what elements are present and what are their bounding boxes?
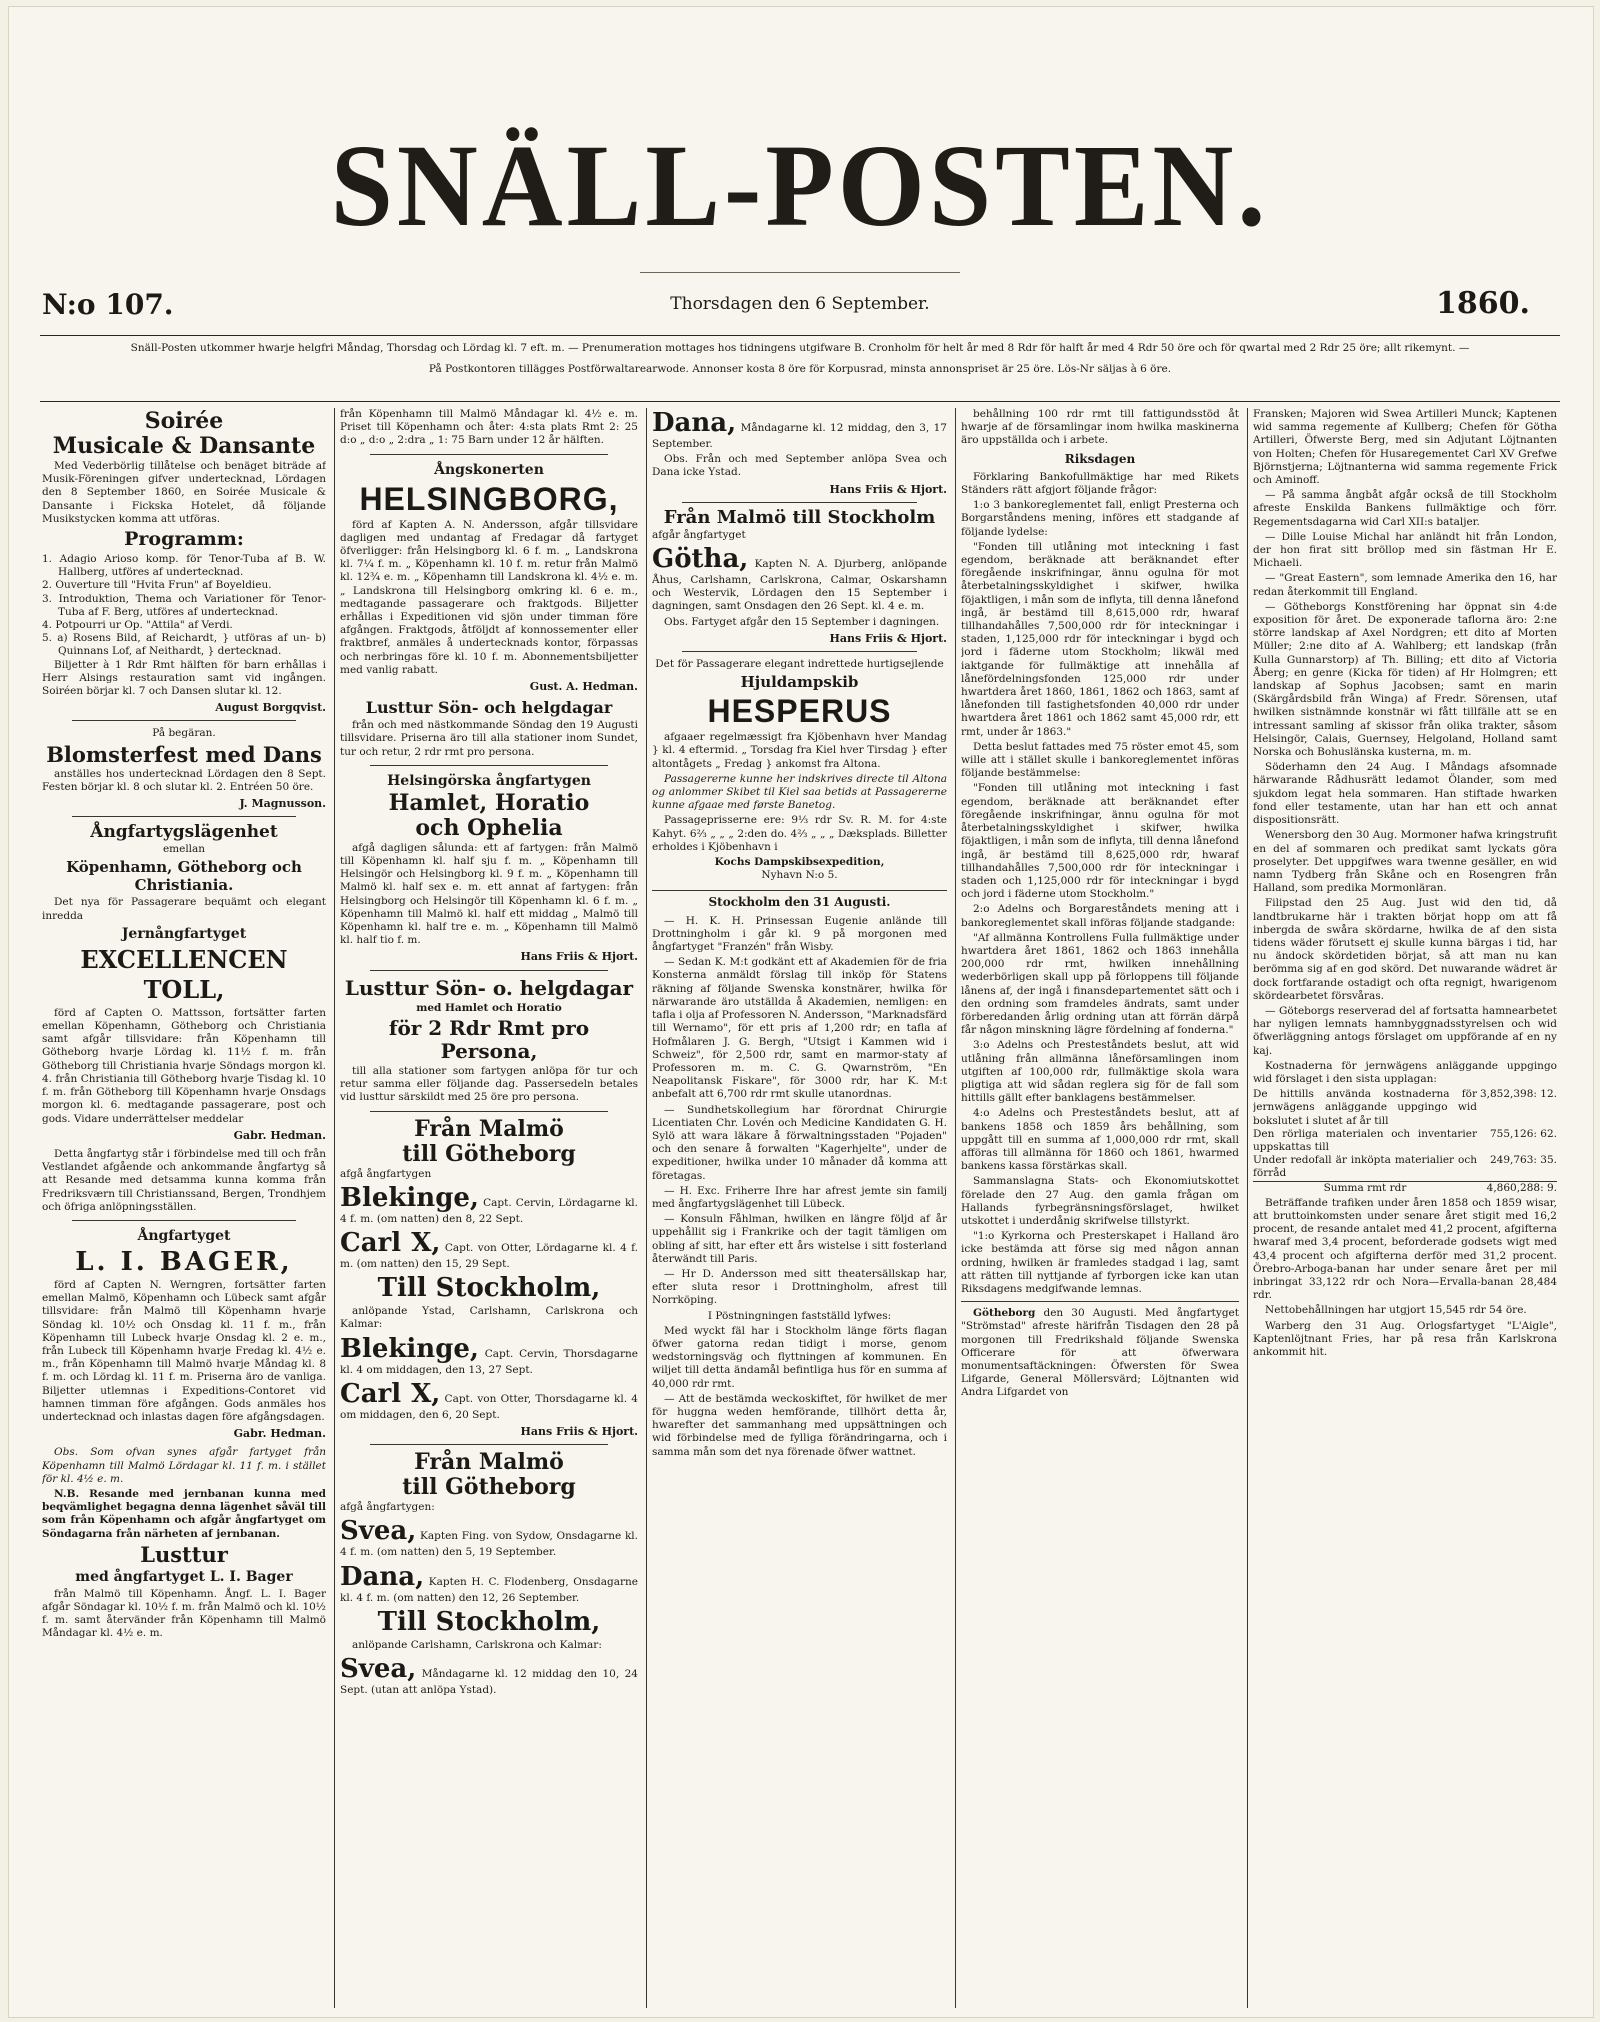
helsingborg-signature: Gust. A. Hedman. [529, 680, 638, 694]
soiree-footer: Biljetter à 1 Rdr Rmt hälften för barn erhållas i Herr Alsings restauration samt vid ingången. Soiréen börjar kl. 7 och Dansen slutar kl. 12. [42, 658, 326, 698]
lusttur-title: Lusttur [140, 1541, 228, 1567]
divider [370, 765, 608, 766]
col4-intro: behållning 100 rdr rmt till fattigundsstöd åt hwarje af de församlingar inom hwilka maskinerna äro uppställda och i arbete. [961, 408, 1239, 447]
col5-text: — Dille Louise Michal har anländt hit från London, der hon firat sitt bröllop med sin fästman Hr E. Michaeli. [1253, 530, 1557, 570]
riksdagen-text: Detta beslut fattades med 75 röster emot 45, som wille att i stället skulle i bankoreglementet införas följande bestämmelse: [961, 740, 1239, 780]
gotheborg-dateline: Götheborg [973, 1307, 1036, 1320]
column-rule-2 [646, 408, 647, 2008]
cost-label: De hittills använda kostnaderna för jernwägens anläggande uppgingo wid bokslutet i slutet af år till [1253, 1088, 1477, 1127]
issue-number: N:o 107. [42, 288, 174, 321]
hesperus-signature: Kochs Dampskibsexpedition, [714, 856, 885, 869]
hamlet-subtitle: och Ophelia [415, 814, 563, 841]
lusttur3-title: Lusttur Sön- o. helgdagar [344, 975, 634, 1000]
masthead-rule [640, 272, 960, 273]
helsingborg-text: förd af Kapten A. N. Andersson, afgår tillsvidare dagligen med undantag af Fredagar då fartyget öfverligger: från Helsingborg kl. 6 f. m. „ Landskrona kl. 7¼ f. m. „ Köpenhamn kl. 10 f. m. retur från Malmö kl. 12¾ e. m. „ Köpenhamn till Landskrona kl. 4½ e. m. „ Landskrona till Helsingborg omkring kl. 6 e. m., medtagande passagerare och fraktgods. Biljetter erhållas i Expeditionen vid sjön under timman före afgången. Fraktgods, åtföljdt af konnossementer eller fraktbref, anmäles å undertecknads kontor, förpassas och nerbringas före kl. 10 f. m. Abonnementsbiljetter med vanlig rabatt. [340, 518, 638, 676]
hamlet-title: Hamlet, Horatio [388, 789, 590, 816]
gotheborg2-pretext: afgå ångfartygen: [340, 1501, 435, 1514]
toll-pretitle: Jernångfartyget [121, 925, 247, 942]
helsingborg-pretitle: Ångskonerten [434, 461, 544, 478]
lusttur3-text: till alla stationer som fartygen anlöpa för tur och retur samma eller följande dag. Passersedeln betales vid lusttur särskildt med 25 öre pro persona. [340, 1064, 638, 1104]
cost-label: Summa rmt rdr [1323, 1181, 1407, 1194]
ship-dana-text: Kapten H. C. Flodenberg, Onsdagarne kl. 4 f. m. (om natten) den 12, 26 September. [340, 1575, 638, 1604]
riksdagen-text: 2:o Adelns och Borgareståndets mening att i bankoreglementet skall införas följande stadgande: [961, 903, 1239, 929]
toll-signature: Gabr. Hedman. [233, 1128, 326, 1142]
ship-carl-x-2: Carl X, [340, 1378, 441, 1409]
news-stockholm-title: Stockholm den 31 Augusti. [708, 895, 891, 910]
divider [370, 1111, 608, 1112]
column-3 [652, 408, 947, 2008]
cost-label: Den rörliga materialen och inventarier uppskattas till [1253, 1127, 1477, 1153]
col5-text: Fransken; Majoren wid Swea Artilleri Munck; Kaptenen wid samma regemente af Kullberg; Chefen för Götha Artilleri, Öfwerste Berg, med sin Adjutant Löjtnanten von Holten; Chefen för Husaregementet Carl XV Grefwe Björnstjerna; Löjtnanterna wid samma regemente Frick och Aminoff. [1253, 408, 1557, 487]
riksdagen-text: "Fonden till utlåning mot inteckning i fast egendom, beräknade att beräknandet efter föregående inskrifningar, ännu ogulna för mot återbetalningsskyldighet i skifwer, hwilka föjaktligen, i mån som de inflyta, till denna lånefond ingå, är bestämd till 8,615,000 rdr, hwaraf tillhandahålles 7,500,000 rdr för inteckningar i staden, 1,125,000 rdr för inteckningar i bygd och jord i fäderne utom Stockholm; likwäl med iaktgande för fullmäktige att innehålla af lånefördelningsfonden 125,000 rdr under hwartdera året 1860, 1861, 1862 och 1863, samt af lånefonden till fastighetsfonden 40,000 rdr under hwartdera året 1861 och 1862 samt 45,000 rdr, ett rmt, under år 1863." [961, 540, 1239, 738]
riksdagen-text: 3:o Adelns och Presteståndets beslut, att wid utlåning från allmänna låneförsamlingen inom utgiften af 100,000 rdr, fullmäktige skola wara pligtiga att wid sådan reglera sig för de fall som hittills gällt efter banklagens bestämmelser. [961, 1039, 1239, 1105]
cost-value: 4,860,288: 9. [1486, 1181, 1557, 1194]
lusttur-subtitle: med ångfartyget L. I. Bager [75, 1568, 293, 1585]
riksdagen-text: Förklaring Bankofullmäktige har med Rikets Ständers rätt afgjort följande frågor: [961, 470, 1239, 497]
col5-text: — Götheborgs Konstförening har öppnat sin 4:de exposition för året. De exponerade taflorna äro: 2:ne större landskap af Axel Nordgren; ett dito af Morten Müller; 2:ne dito af A. Wahlberg; ett landskap (från Kulla Gunnarstorp) af Th. Billing; ett dito af Victoria Åberg; en genre (Kicka för tiden) af Hr Holmgren; ett landskap af Sophus Jacobsen; samt en marin (Skärgårdsbild från Winga) af Fredr. Sörensen, utaf hwilken sistnämnde konstnär wi fått tillfälle att se en intressant samling af skissor från olika trakter, såsom Helsingör, Calais, Guernsey, Helgoland, Holland samt Norska och Bohuslänska kusterna, m. m. [1253, 600, 1557, 759]
column-rule-3 [955, 408, 956, 2008]
col5-text: — "Great Eastern", som lemnade Amerika den 16, har redan återkommit till England. [1253, 572, 1557, 598]
column-2 [340, 408, 638, 2008]
cost-row [1253, 1154, 1557, 1181]
gotha-signature: Hans Friis & Hjort. [829, 631, 947, 645]
bager-text: förd af Capten N. Werngren, fortsätter farten emellan Malmö, Köpenhamn och Lübeck samt afgår tillsvidare: från Malmö till Köpenhamn hvarje Söndag kl. 10½ och Onsdag kl. 11 f. m., från Köpenhamn till Lubeck hvarje Onsdag kl. 2 e. m., från Lubeck till Köpenhamn hvarje Fredag kl. 4½ e. m., från Köpenhamn till Malmö hvarje Måndag kl. 8 f. m. och Lördag kl. 11 f. m. Priserna äro de vanliga. Biljetter utlemnas i Expeditions-Contoret vid hamnen timman före afgången. Gods anmäles hos undertecknad och inlastas dagen före afgångsdagen. [42, 1278, 326, 1423]
divider [72, 1220, 296, 1221]
hamlet-signature: Hans Friis & Hjort. [520, 950, 638, 964]
stockholm-text: anlöpande Ystad, Carlshamn, Carlskrona och Kalmar: [340, 1305, 638, 1331]
hesperus-intro: Det för Passagerare elegant indrettede hurtigsejlende [655, 658, 944, 671]
news-item: — Sedan K. M:t godkänt ett af Akademien för de fria Konsterna anmäldt förslag till inköp för Statens räkning af följande Swenska konstnärer, hwilka för närwarande äro utställda å Akademien, nemligen: en tafla i olja af Professoren N. Andersson, "Marknadsfärd till Wernamo", för ett pris af 1,200 rdr; en tafla af Hofmålaren J. G. Bergh, "Utsigt i Kammen wid i Schweiz", för 2,500 rdr, samt en marmor-staty af Professoren m. m. C. G. Qwarnström, "En Neapolitansk Fiskare", för 3000 rdr, har K. M:t anbefalt att 6,700 rdr rmt skulle utanordnas. [652, 956, 947, 1101]
col5-text: Wenersborg den 30 Aug. Mormoner hafwa kringstrufit en del af sommaren och predikat samt lyckats göra proselyter. Det uppgifwes wara twenne gesäller, en wid namn Tydberg från Skåne och en Rosengren från Halland, som predika Mormonläran. [1253, 829, 1557, 895]
soiree-subtitle: Musicale & Dansante [52, 433, 316, 459]
toll-footer: Detta ångfartyg står i förbindelse med till och från Vestlandet afgående och ankommande ångfartyg så att Resande med detsamma kunna komma från Fredriksværn till Christianssand, Bergen, Trondhjem och öfriga anlöpningsställen. [42, 1147, 326, 1213]
hesperus-title: HESPERUS [707, 693, 892, 730]
gotheborg-signature: Hans Friis & Hjort. [520, 1424, 638, 1438]
lusttur3-subtitle: med Hamlet och Horatio [416, 1001, 562, 1014]
stockholm-title: Till Stockholm, [377, 1273, 601, 1304]
soiree-title: Soirée [144, 408, 224, 434]
news-item: I Pöstningningen fastställd lyfwes: [707, 1309, 892, 1322]
gotheborg-news: den 30 Augusti. Med ångfartyget "Strömstad" afreste härifrån Tisdagen den 28 på morgonen till Fredrikshald följande Swenska Officerare för att öfwerwara monumentsaftäckningen: Öfwersten för Swea Lifgarde, General Möllersvärd; Löjtnanten wid Andra Lifgardet von [961, 1307, 1239, 1399]
gotheborg2-title1: Från Malmö [414, 1449, 564, 1476]
column-4 [961, 408, 1239, 2008]
divider [370, 970, 608, 971]
divider [370, 454, 608, 455]
blomster-title: Blomsterfest med Dans [46, 741, 322, 767]
soiree-signature: August Borgqvist. [215, 701, 326, 715]
col5-text: — Göteborgs reserverad del af fortsatta hamnearbetet har nyligen lemnats hamnbyggnadsstyrelsen och wid öfwerläggning antogs förslaget om uppförande af en ny kaj. [1253, 1004, 1557, 1057]
col5-text: — På samma ångbåt afgår också de till Stockholm afreste Enskilda Bankens fullmäktige och förr. Regementsdagarna wid Carl XII:s bataljer. [1253, 489, 1557, 528]
divider [682, 651, 917, 652]
cost-value: 249,763: 35. [1490, 1154, 1557, 1167]
lusttur2-title: Lusttur Sön- och helgdagar [365, 698, 613, 718]
ship-blekinge: Blekinge, [340, 1182, 479, 1213]
cost-label: Under redofall är inköpta materialier och förråd [1253, 1154, 1477, 1180]
stockholm2-text: anlöpande Carlshamn, Carlskrona och Kalmar: [352, 1638, 602, 1651]
ship-carl-x-2-text: Capt. von Otter, Thorsdagarne kl. 4 om middagen, den 6, 20 Sept. [340, 1392, 638, 1421]
col5-after-table2: Nettobehållningen har utgjort 15,545 rdr 54 öre. [1265, 1304, 1527, 1317]
blomster-text: anställes hos undertecknad Lördagen den 8 Sept. Festen börjar kl. 8 och slutar kl. 2. Entréen 50 öre. [42, 767, 326, 793]
dana-signature: Hans Friis & Hjort. [829, 482, 947, 496]
ship-svea: Svea, [340, 1516, 417, 1547]
table-intro: Kostnaderna för jernwägens anläggande uppgingo wid förslaget i den sista upplagan: [1253, 1059, 1557, 1085]
divider [72, 720, 296, 721]
gotheborg-title1: Från Malmö [414, 1115, 564, 1142]
riksdagen-text: 1:o 3 bankoreglementet fall, enligt Presterna och Borgarståndens mening, införes ett stadgande af följande lydelse: [961, 499, 1239, 538]
issue-date: Thorsdagen den 6 September. [670, 294, 930, 314]
col5-text: Warberg den 31 Aug. Orlogsfartyget "L'Aigle", Kaptenlöjtnant Fries, har på resa från Karlskrona ankommit hit. [1253, 1319, 1557, 1359]
programme-item: 5. a) Rosens Bild, af Reichardt, } utföras af un- b) Quinnans Lof, af Neithardt, } dertecknad. [42, 632, 326, 658]
subscription-notice-line1: Snäll-Posten utkommer hwarje helgfri Måndag, Thorsdag och Lördag kl. 7 eft. m. — Prenumeration mottages hos tidningens utgifware B. Cronholm för helt år med 8 Rdr för halft år med 4 Rdr 50 öre och för qwartal med 2 Rdr 25 öre; allt rikemynt. — [130, 342, 1470, 354]
column-rule-1 [334, 408, 335, 2008]
masthead-title: SNÄLL-POSTEN. [330, 120, 1270, 252]
bager-pretitle: Ångfartyget [137, 1227, 231, 1244]
line-sub1: emellan [162, 843, 206, 856]
riksdagen-text: "Fonden till utlåning mot inteckning i fast egendom, beräknade att beräknandet efter föregående inskrifningar, ännu ogulna för mot återbetalningsskyldighet i skifwer, hwilka föjaktligen, i mån som de inflyta, till denna lånefond ingå, är bestämd till 8,625,000 rdr, hwaraf tillhandahålles 7,500,000 rdr för inteckningar i staden och 1,125,000 rdr för inteckningar i bygd och jord i fäderne utom Stockholm." [961, 782, 1239, 901]
programme-item: 3. Introduktion, Thema och Variationer för Tenor-Tuba af F. Berg, utföres af undertecknad. [42, 592, 326, 618]
hesperus-address: Nyhavn N:o 5. [761, 869, 838, 882]
lusttur-text: från Malmö till Köpenhamn. Ångf. L. I. Bager afgår Söndagar kl. 10½ f. m. från Malmö och kl. 10½ f. m. samt återvänder från Köpenhamn till Malmö Måndagar kl. 4½ e. m. [42, 1587, 326, 1640]
divider [72, 816, 296, 817]
riksdagen-text: "Af allmänna Kontrollens Fulla fullmäktige under hwartdera året 1861, 1862 och 1863 innehålla 200,000 rdr rmt, hwilken innehållning wederbörligen skall upp på förloppens till följande lånens af, der ingå i finansdepartementet sätt och i den ordning som framdeles ändrats, samt under förberedanden årlig ordning utan att förrän därpå får någon minskning lägre fördelning af fonderna." [961, 931, 1239, 1037]
gotheborg-pretext: afgå ångfartygen [340, 1167, 432, 1180]
gotheborg2-title2: till Götheborg [402, 1474, 576, 1501]
hesperus-pretitle: Hjuldampskib [740, 673, 859, 692]
news-item: — Konsuln Fåhlman, hwilken en längre följd af år uppehållit sig i Frankrike och der tagit tämligen om obling af sitt, har efter ett års wistelse i sitt fosterland återwändt till Paris. [652, 1213, 947, 1265]
cost-value: 3,852,398: 12. [1479, 1088, 1557, 1101]
header-rule-bottom [40, 401, 1560, 402]
toll-title: EXCELLENCEN TOLL, [80, 944, 288, 1004]
bager-signature: Gabr. Hedman. [233, 1427, 326, 1441]
cost-row [1253, 1128, 1557, 1154]
issue-year: 1860. [1436, 286, 1530, 321]
subscription-notice-line2: På Postkontoren tillägges Postförwaltarearwode. Annonser kosta 8 öre för Korpusrad, minsta annonspriset är 25 öre. Lös-Nr säljas à 6 öre. [428, 363, 1172, 375]
column-1 [42, 408, 326, 2008]
divider [370, 1444, 608, 1445]
news-item: — Hr D. Andersson med sitt theatersällskap har, efter sluta resor i Drottningholm, afrest till Norrköping. [652, 1267, 947, 1307]
ship-dana-top-text: Måndagarne kl. 12 middag, den 3, 17 September. [652, 422, 947, 450]
riksdagen-text: 4:o Adelns och Presteståndets beslut, att af bankens 1858 och 1859 års behållning, som uppgått till en summa af 1,000,000 rdr rmt, skall afföras till allmänna för 1860 och 1861, hwarmed bankens kassa förstärkas skall. [961, 1107, 1239, 1173]
ship-svea-2-text: Måndagarne kl. 12 middag den 10, 24 Sept. (utan att anlöpa Ystad). [340, 1667, 638, 1696]
line-text: Det nya för Passagerare bequämt och elegant inredda [42, 896, 326, 922]
hamlet-pretitle: Helsingörska ångfartygen [387, 772, 591, 789]
column-5 [1253, 408, 1557, 2008]
riksdagen-text: Sammanslagna Stats- och Ekonomiutskottet förelade den 27 Aug. den gamla frågan om Hallands fyrbegränsningsförslaget, hwilket utskottet i underdånig skrifwelse tillstyrkt. [961, 1175, 1239, 1227]
stockholm2-title: Till Stockholm, [377, 1606, 601, 1637]
soiree-text: Med Vederbörlig tillåtelse och benäget biträde af Musik-Föreningen gifver undertecknad, Lördagen den 8 September 1860, en Soirée Musicale & Dansante i Fickska Hotelet, då följande Musikstycken komma att utföras. [42, 460, 326, 525]
cost-row-total [1253, 1182, 1557, 1195]
programme-item: 4. Potpourri ur Op. "Attila" af Verdi. [42, 619, 233, 632]
lusttur2-text: från och med nästkommande Söndag den 19 Augusti tillsvidare. Priserna äro till alla stationer inom Sundet, tur och retur, 2 rdr rmt pro persona. [340, 719, 638, 758]
hesperus-schedule: afgaaer regelmæssigt fra Kjöbenhavn hver Mandag } kl. 4 eftermid. „ Torsdag fra Kiel hver Tirsdag } efter altontågets „ Fredag } ankomst fra Altona. [652, 731, 947, 770]
header-rule-top [40, 335, 1560, 336]
ship-svea-2: Svea, [340, 1653, 417, 1684]
cost-value: 755,126: 62. [1490, 1127, 1557, 1140]
toll-text: förd af Capten O. Mattsson, fortsätter farten emellan Köpenhamn, Götheborg och Christiania samt afgår tillsvidare: från Köpenhamn till Götheborg hvarje Lördag kl. 11½ f. m. från Götheborg till Christiania hvarje Söndags morgon kl. 4. från Christiania till Götheborg hvarje Tisdag kl. 10 f. m. från Götheborg till Köpenhamn hvarje Onsdags morgon kl. 6. medtagande passagerare, post och gods. Vidare underrättelser meddelar [42, 1006, 326, 1125]
line-title: Ångfartygslägenhet [90, 822, 278, 843]
news-item: Med wyckt fäl har i Stockholm länge förts flagan öfwer gatorna redan tidigt i morse, genom wedstorningsväg och flyttningen af kommunen. En wiljet till detta ändamål befintliga hus för en summa af 40,000 rdr rmt. [652, 1324, 947, 1390]
lusttur3-price: för 2 Rdr Rmt pro Persona, [388, 1015, 590, 1063]
col5-text: Söderhamn den 24 Aug. I Måndags afsomnade härwarande Rådhusrätt ledamot Ölander, som med sjukdom legat hela sommaren. Han stiftade hwarken fond eller testamente, utan har han ett och annat dispositionsrätt. [1253, 761, 1557, 827]
news-item: — Att de bestämda weckoskiftet, för hwilket de mer för huggna weden hemförande, tillhört detta år, hwarefter det sammanhang med uppsättningen och wid förbindelse med de fylliga förändringarna, och i samma mån som det nya förenade öfwer wattnet. [652, 1392, 947, 1458]
bager-nb: N.B. Resande med jernbanan kunna med beqvämlighet begagna denna lägenhet såväl till som från Köpenhamn och afgår ångfartyget om Söndagarna från närheten af jernbanan. [42, 1487, 326, 1540]
programme-item: 1. Adagio Arioso komp. för Tenor-Tuba af B. W. Hallberg, utföres af undertecknad. [42, 553, 326, 579]
blomster-pretitle: På begäran. [152, 727, 216, 740]
helsingborg-title: HELSINGBORG, [359, 480, 619, 517]
line-sub2: Köpenhamn, Götheborg och Christiania. [66, 858, 302, 895]
divider [682, 502, 917, 503]
programme-list [42, 553, 326, 659]
ship-blekinge-2: Blekinge, [340, 1333, 479, 1364]
ship-blekinge-text: Capt. Cervin, Lördagarne kl. 4 f. m. (om natten) den 8, 22 Sept. [340, 1196, 638, 1225]
ship-carl-x-text: Capt. von Otter, Lördagarne kl. 4 f. m. (om natten) den 15, 29 Sept. [340, 1241, 638, 1270]
col2-top-text: från Köpenhamn till Malmö Måndagar kl. 4½ e. m. Priset till Köpenhamn och åter: 4:sta plats Rmt 2: 25 d:o „ d:o „ 2:dra „ 1: 75 Barn under 12 år hälften. [340, 408, 638, 447]
cost-row [1253, 1088, 1557, 1128]
blomster-signature: J. Magnusson. [239, 797, 326, 811]
bager-obs: Obs. Som ofvan synes afgår fartyget från Köpenhamn till Malmö Lördagar kl. 11 f. m. i stället för kl. 4½ e. m. [42, 1446, 326, 1485]
news-item: — H. Exc. Friherre Ihre har afrest jemte sin familj med ångfartygslägenhet till Lübeck. [652, 1184, 947, 1210]
riksdagen-text: "1:o Kyrkorna och Presterskapet i Halland äro icke bestämda att förse sig med någon annan ordning, hwilken är framledes stadgad i lag, samt att rätten till nyttjande af fyrborgen icke kan utan Riksdagens medgifwande lemnas. [961, 1230, 1239, 1295]
ship-blekinge-2-text: Capt. Cervin, Thorsdagarne kl. 4 om middagen, den 13, 27 Sept. [340, 1347, 638, 1376]
ship-carl-x: Carl X, [340, 1227, 441, 1258]
news-item: — H. K. H. Prinsessan Eugenie anlände till Drottningholm i går kl. 9 på morgonen med ångfartyget "Franzén" från Wisby. [652, 914, 947, 954]
dana-obs: Obs. Från och med September anlöpa Svea och Dana icke Ystad. [652, 453, 947, 479]
hesperus-prices: Passageprisserne ere: 9⅓ rdr Sv. R. M. for 4:ste Kahyt. 6⅔ „ „ „ 2:den do. 4⅔ „ „ „ Dæksplads. Billetter erholdes i Kjöbenhavn i [652, 814, 947, 853]
gotha-title: Från Malmö till Stockholm [663, 506, 936, 528]
bager-title: L. I. BAGER, [75, 1246, 293, 1277]
ship-gotha: Götha, [652, 544, 749, 575]
divider [961, 1301, 1239, 1302]
programme-title: Programm: [124, 528, 244, 551]
ship-dana: Dana, [340, 1561, 425, 1592]
gotha-obs: Obs. Fartyget afgår den 15 September i dagningen. [664, 615, 940, 628]
hamlet-text: afgå dagligen sålunda: ett af fartygen: från Malmö till Köpenhamn kl. half sju f. m. „ Köpenhamn till Helsingör och Helsingborg kl. 9 f. m. „ Köpenhamn till Malmö kl. half sex e. m. ett annat af fartygen: från Helsingborg och Helsingör till Köpenhamn kl. 6 f. m. „ Köpenhamn till Malmö kl. half ett middag „ Malmö till Köpenhamn kl. half tre e. m. „ Köpenhamn till Malmö kl. half tio f. m. [340, 841, 638, 947]
col5-after-table: Beträffande trafiken under åren 1858 och 1859 wisar, att bruttoinkomsten under senare året stigit med 16,2 procent, de resande antalet med 41,2 procent, afgifterna hwaraf med 3,4 procent, beforderade godsets wigt med 43,4 procent och afgifterna derför med 31,2 procent. Örebro-Arboga-banan har under senare året per mil inbringat 33,122 rdr och Nora—Ervalla-banan 28,484 rdr. [1253, 1196, 1557, 1302]
programme-item: 2. Ouverture till "Hvita Frun" af Boyeldieu. [42, 579, 272, 592]
col5-text: Filipstad den 25 Aug. Just wid den tid, då landtbrukarne här i trakten börjat hopp om att få inbergda de swåra skördarne, hwilka de af den sista tidens wäder förutsett ej skulle kunna bärgas i tid, har nu ändock skördetiden börjat, så att man nu kan berömma sig af en god skörd. Det nuwarande wädret är dock fortfarande ostadigt och ofta regnigt, hwarigenom skördearbetet försvåras. [1253, 897, 1557, 1002]
ship-dana-top: Dana, [652, 408, 737, 438]
news-item: — Sundhetskollegium har förordnat Chirurgie Licentiaten Chr. Lovén och Medicine Kandidaten G. H. Sylö att wara läkare å förwaltningsstaden "Pojaden" och den senare å forwalten "Kagerhjelte", under de expeditioner, hwilka under 10 månader då komma att företagas. [652, 1103, 947, 1182]
divider [652, 890, 947, 891]
ship-gotha-text: Kapten N. A. Djurberg, anlöpande Åhus, Carlshamn, Carlskrona, Calmar, Oskarshamn och Westervik, Lördagen den 15 September i dagningen, samt Onsdagen den 26 Sept. kl. 4 e. m. [652, 558, 947, 613]
cost-table [1253, 1088, 1557, 1195]
riksdagen-title: Riksdagen [1064, 451, 1136, 466]
gotha-pretext: afgår ångfartyget [652, 528, 746, 541]
gotheborg-title2: till Götheborg [402, 1140, 576, 1167]
hesperus-note: Passagererne kunne her indskrives directe til Altona og anlommer Skibet til Kiel saa betids at Passagererne kunne afgaae med første Banetog. [652, 772, 947, 812]
column-rule-4 [1247, 408, 1248, 2008]
ship-svea-text: Kapten Fing. von Sydow, Onsdagarne kl. 4 f. m. (om natten) den 5, 19 September. [340, 1530, 638, 1559]
